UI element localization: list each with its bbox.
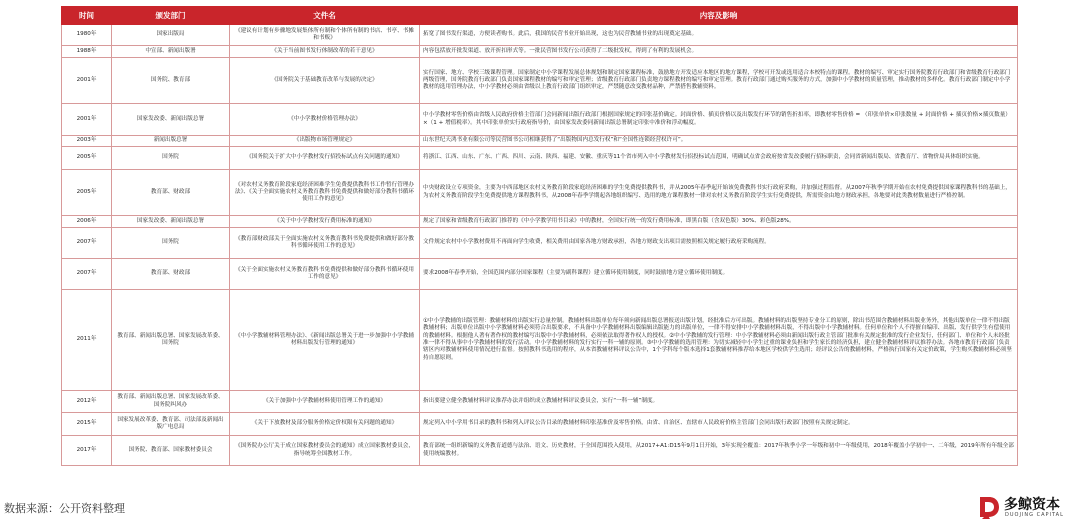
cell-year: 2005年 (62, 170, 112, 216)
table-row (62, 147, 1018, 170)
cell-year: 2001年 (62, 58, 112, 104)
header-dept: 颁发部门 (112, 7, 230, 25)
cell-dept: 国务院 (112, 147, 230, 170)
cell-content: 规定了国家和省级教育行政部门推荐的《中小学教学用书目录》中的教材，全国实行统一的发行费用标准，即黑白版（含双色版）30%、彩色版28%。 (420, 216, 1018, 228)
table-row (62, 58, 1018, 104)
cell-doc: 《关于全面实施农村义务教育教科书免费提供和做好部分教科书循环使用工作的意见》 (230, 259, 420, 290)
table-row (62, 104, 1018, 136)
table-row (62, 25, 1018, 46)
cell-content: 教育部统一组织新编的义务教育道德与法治、语文、历史教材，于全国范围投入使用，从2017+A1:D15年9月1日开始，3年实现全覆盖：2017年秋季小学一年级和初中一年级使用，2018年覆盖小学初中一、二年级，2019年所有年级全部使用统编教材。 (420, 436, 1018, 466)
cell-year: 2001年 (62, 104, 112, 136)
cell-year: 2003年 (62, 136, 112, 147)
cell-content: 将浙江、江西、山东、广东、广西、四川、云南、陕西、福建、安徽、重庆等11个省市列入中小学教材发行招投标试点范围，明确试点省会政府按省发改委履行招标职责，会同省新闻出版局、省教育厅、省物价局具体组织实施。 (420, 147, 1018, 170)
cell-year: 2012年 (62, 391, 112, 413)
cell-year: 2017年 (62, 436, 112, 466)
cell-year: 2015年 (62, 413, 112, 436)
cell-dept: 教育部、财政部 (112, 259, 230, 290)
cell-content: 规定列入中小学用书目录的教科书和列入评议公告目录的教辅材料印张基准价及零售价格，由省、自治区、直辖市人民政府价格主管部门会同出版行政部门按照有关规定制定。 (420, 413, 1018, 436)
cell-dept: 国家发改委、新闻出版总署 (112, 104, 230, 136)
cell-dept: 国务院、教育部、国家教材委员会 (112, 436, 230, 466)
table-row (62, 436, 1018, 466)
cell-content: 拓宽了图书发行渠道，方便读者购书。此后，我国的民营书业开始出现，这也为民营教辅书业的出现奠定基础。 (420, 25, 1018, 46)
cell-doc: 《国务院关于扩大中小学教材发行招投标试点有关问题的通知》 (230, 147, 420, 170)
table-row (62, 170, 1018, 216)
table-row (62, 290, 1018, 391)
cell-doc: 《关于中小学教材发行费用标准的通知》 (230, 216, 420, 228)
header-doc: 文件名 (230, 7, 420, 25)
cell-doc: 《关于下放教材及部分服务价格定价权限有关问题的通知》 (230, 413, 420, 436)
table-row (62, 228, 1018, 259)
cell-dept: 国务院 (112, 228, 230, 259)
cell-year: 1980年 (62, 25, 112, 46)
logo-name-en: DUOJING CAPITAL (1005, 512, 1064, 518)
cell-content: 要求2008年春季开始，全国范围内部分国家课程（主要为副科课程）建立循环使用制度，同时鼓励地方建立循环使用制度。 (420, 259, 1018, 290)
cell-dept: 教育部、新闻出版总署、国家发展改革委、国务院纠风办 (112, 391, 230, 413)
cell-year: 2007年 (62, 228, 112, 259)
cell-dept: 国家出版局 (112, 25, 230, 46)
data-source-note: 数据来源：公开资料整理 (4, 502, 125, 515)
table-row (62, 413, 1018, 436)
cell-content: 指出要建立健全教辅材料评议推荐办法并组织成立教辅材料评议委员会，实行“一科一辅”制度。 (420, 391, 1018, 413)
cell-dept: 新闻出版总署 (112, 136, 230, 147)
table-header-row (62, 7, 1018, 25)
cell-content: 内容包括放开批发渠道、放开折扣形式等。一批民营图书发行公司获得了二级批发权，得到了有利的发展机会。 (420, 46, 1018, 58)
table-row (62, 391, 1018, 413)
cell-year: 2011年 (62, 290, 112, 391)
cell-year: 1988年 (62, 46, 112, 58)
cell-doc: 《国务院办公厅关于成立国家教材委员会的通知》成立国家教材委员会，指导统筹全国教材工作。 (230, 436, 420, 466)
header-year: 时间 (62, 7, 112, 25)
cell-year: 2007年 (62, 259, 112, 290)
cell-content: 实行国家、地方、学校三级课程管理。国家制定中小学课程发展总体规划和制定国家课程标准，鼓励地方开发适应本地区的地方课程，学校可开发或选用适合本校特点的课程。教材的编写、审定实行国务院教育行政部门和省级教育行政部门两级管理，国务院教育行政部门负责国家课程教材的编写和审定管理；省级教育行政部门负责地方课程教材的编写和审定管理。教育行政部门通过购买服务的方式，加强中小学教材的质量管理，推动教材的多样化。教育行政部门制定中小学教材的选用管理办法，中小学教材必须由省级以上教育行政部门组织审定，严禁随意改变教材品种，严禁搭售教辅资料。 (420, 58, 1018, 104)
cell-doc: 《建议有计划有步骤地发展集体所有制和个体所有制的书店、书亭、书摊和书贩》 (230, 25, 420, 46)
cell-content: ①中小学教辅的出版管理：教辅材料的出版实行总量控制。教辅材料出版单位每年须向新闻出版总署报送出版计划，经批准后方可出版。教辅材料的出版坚持专业分工的原则，除出书范围含教辅材料出版业务外，其他出版单位一律不得出版教辅材料；出版单位出版中小学教辅材料必须符合出版要求，不具备中小学教辅材料出版编辑出版能力的出版单位，一律不得安排中小学教辅材料出版，不得出版中小学教辅材料。任何单位和个人不得擅自编印、出版、发行供学生有偿使用的教辅材料。根据他人著有著作权的教材编写出版中小学教辅材料，必须依法取得著作权人的授权。②中小学教辅的发行管理：中小学教辅材料必须由新闻出版行政主管部门批准有关规定批准的发行企业发行，任何部门、单位和个人未经批准一律不得从事中小学教辅材料的发行活动。中小学教辅材料的发行实行一科一辅的原则。③中小学教辅的选用管理：为切实减轻中小学生过重的课业负担和学生家长的经济负担，建立健全教辅材料评议推荐办法。各地市教育行政部门负责辖区内对教辅材料使用情况进行监督。按照教科书选用的程序，从本省教辅材料评议公告中，1个学科每个版本选择1套教辅材料推荐给本地区学校供学生选用；经评议公告的教辅材料，严格执行国家有关定价政策，学生购买教辅材料必须坚持自愿原则。 (420, 290, 1018, 391)
cell-content: 山东世纪天鸿书业有限公司等民营图书公司相继获得了“出版物国内总发行权”和“全国性连锁经营权许可”。 (420, 136, 1018, 147)
table-row (62, 46, 1018, 58)
cell-doc: 《对农村义务教育阶段家庭经济困难学生免费提供教科书工作暂行管理办法》、《关于全面实施农村义务教育教科书免费提供和做好部分教科书循环使用工作的意见》 (230, 170, 420, 216)
table-row (62, 259, 1018, 290)
cell-content: 文件规定农村中小学教材费用不再面向学生收费，相关费用由国家各地方财政承担，各地方财政支出项目需按照相关规定履行政府采购流程。 (420, 228, 1018, 259)
cell-doc: 《国务院关于基础教育改革与发展的决定》 (230, 58, 420, 104)
logo-name-cn: 多鲸资本 (1004, 497, 1060, 513)
cell-year: 2006年 (62, 216, 112, 228)
brand-logo (978, 493, 1078, 523)
header-content: 内容及影响 (420, 7, 1018, 25)
cell-dept: 国家发改委、新闻出版总署 (112, 216, 230, 228)
cell-doc: 《教育部财政部关于全面实施农村义务教育教科书免费提供和做好部分教科书循环使用工作的意见》 (230, 228, 420, 259)
table-row (62, 136, 1018, 147)
cell-doc: 《关于当前图书发行体制改革的若干意见》 (230, 46, 420, 58)
cell-content: 中央财政设立专项资金，主要为中西部地区农村义务教育阶段家庭经济困难的学生免费提供教科书，并从2005年春季起开始该免费教科书实行政府采购，并加强过程监督。从2007年秋季学期开始在农村免费提供国家课程教科书的基础上，为农村义务教育阶段学生免费提供地方课程教科书，从2008年春季学期起各地组织编写、选用的地方课程教材一律对农村义务教育阶段学生实行免费提供，所需资金由地方财政承担，各地要对此类教材数量进行严格控制。 (420, 170, 1018, 216)
cell-doc: 《中小学教辅材料管理办法》、《新闻出版总署关于进一步加强中小学教辅材料出版发行管理的通知》 (230, 290, 420, 391)
cell-dept: 国家发展改革委、教育部、司法部及新闻出版广电总局 (112, 413, 230, 436)
cell-dept: 中宣部、新闻出版署 (112, 46, 230, 58)
cell-doc: 《中小学教材价格管理办法》 (230, 104, 420, 136)
cell-dept: 国务院、教育部 (112, 58, 230, 104)
whale-logo-icon (978, 495, 1000, 519)
cell-dept: 教育部、财政部 (112, 170, 230, 216)
table-row (62, 216, 1018, 228)
cell-doc: 《出版物市场管理规定》 (230, 136, 420, 147)
policy-table (61, 6, 1018, 466)
cell-year: 2005年 (62, 147, 112, 170)
cell-dept: 教育部、新闻出版总署、国家发展改革委、国务院 (112, 290, 230, 391)
cell-content: 中小学教材零售价格由省级人民政府价格主管部门会同新闻出版行政部门根据国家规定的印张基价确定。封面价格、插页价格以及出版发行环节的销售折扣率，即教材零售价格 = （印张单价×印张数量 + 封面价格 + 插页价格×插页数量）×（1 + 增值税率）。其中印张单价实行政府指导价，由国家发改委同新闻出版总署制定印张中准价和浮动幅度。 (420, 104, 1018, 136)
cell-doc: 《关于加强中小学教辅材料使用管理工作的通知》 (230, 391, 420, 413)
